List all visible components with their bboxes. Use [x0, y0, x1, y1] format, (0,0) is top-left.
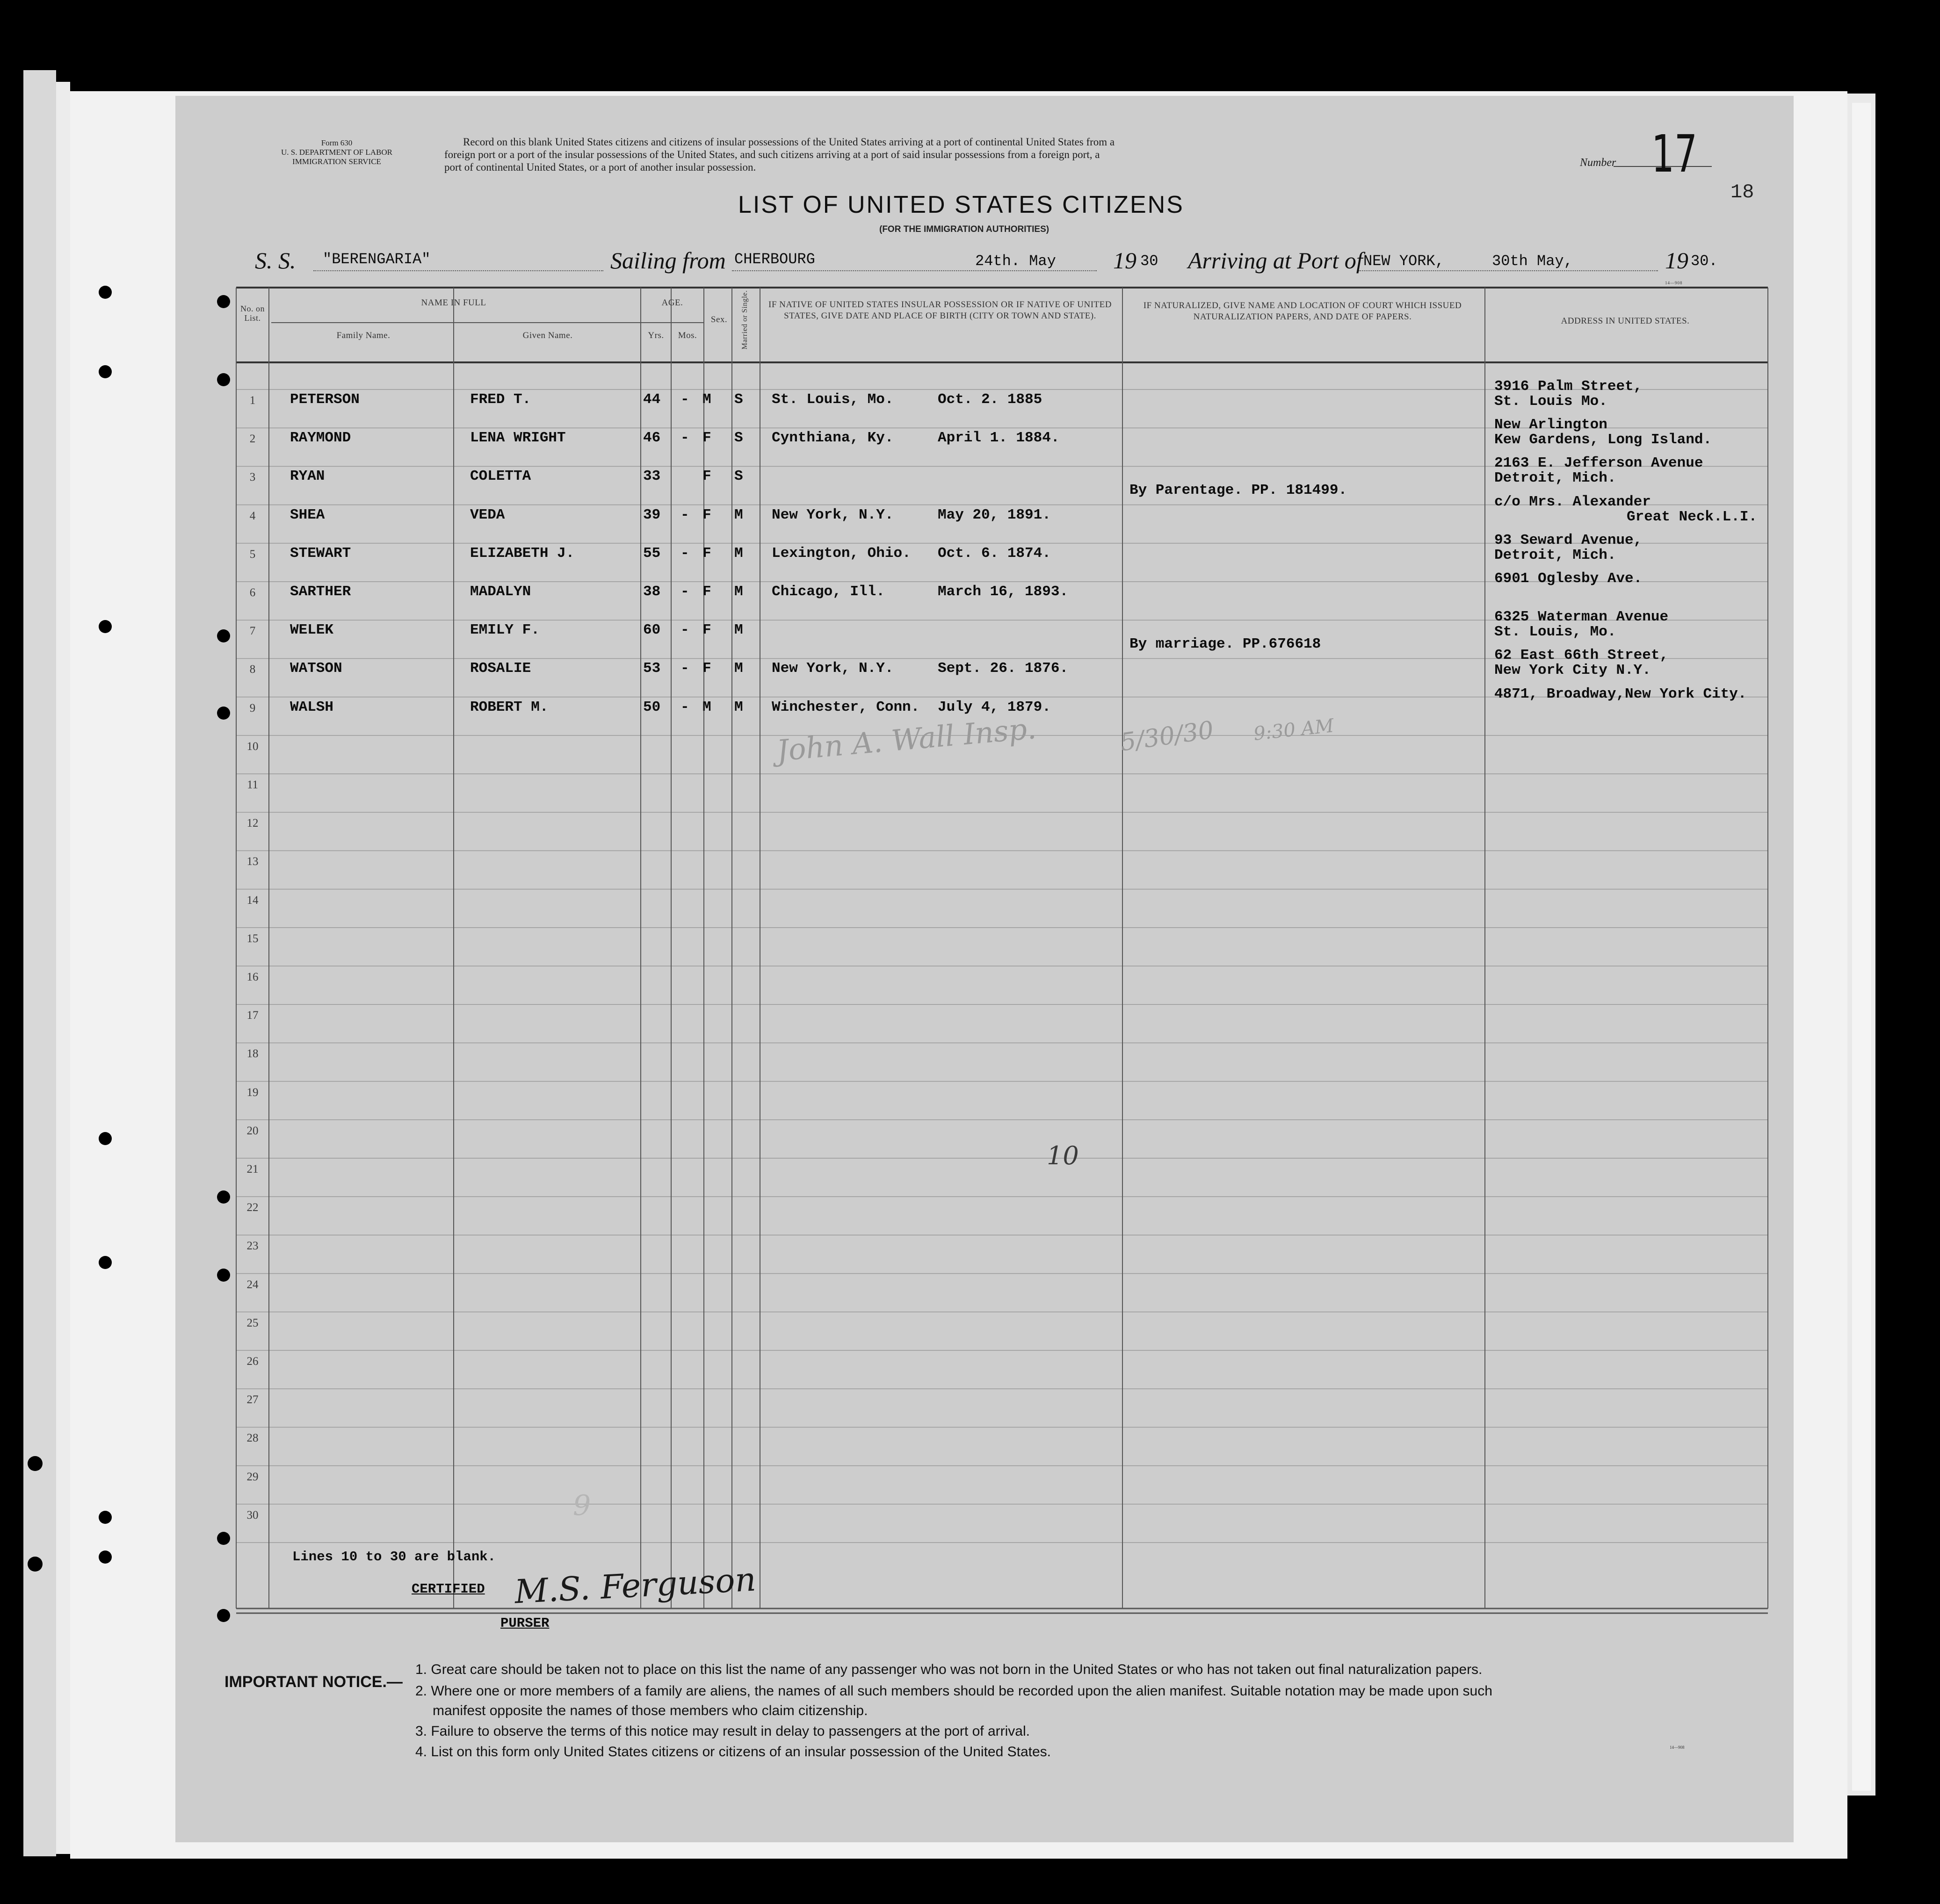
- given-name: VEDA: [470, 506, 505, 523]
- header-married-single: Married or Single.: [741, 290, 749, 350]
- notice-item-1: 1. Great care should be taken not to place on this list the name of any passenger who was not born in the United States or who has not taken out final naturalization papers.: [415, 1662, 1483, 1677]
- birth-date: Sept. 26. 1876.: [938, 660, 1069, 677]
- address-line-1: 6901 Oglesby Ave.: [1494, 570, 1643, 587]
- birth-date: May 20, 1891.: [938, 506, 1051, 523]
- sailing-date: 24th. May: [975, 252, 1056, 270]
- print-code-top: 14—908: [1665, 281, 1683, 285]
- sex: F: [702, 545, 711, 562]
- line-number: 2: [249, 433, 256, 446]
- address-line-2: Detroit, Mich.: [1494, 470, 1616, 487]
- address-line-2: St. Louis Mo.: [1494, 393, 1607, 410]
- notice-item-2-cont: manifest opposite the names of those members who claim citizenship.: [433, 1703, 868, 1718]
- family-name: STEWART: [290, 545, 351, 562]
- line-number: 30: [246, 1508, 259, 1522]
- marital-status: M: [734, 699, 743, 715]
- line-number: 5: [249, 548, 256, 561]
- birth-place: New York, N.Y.: [772, 506, 894, 523]
- age-years: 38: [643, 584, 661, 600]
- line-number: 26: [246, 1355, 259, 1368]
- number-label: Number: [1580, 157, 1616, 169]
- address-line-1: 4871, Broadway,New York City.: [1494, 685, 1747, 702]
- address-line-1: New Arlington: [1494, 417, 1607, 433]
- address-line-1: 93 Seward Avenue,: [1494, 532, 1643, 548]
- marital-status: M: [734, 584, 743, 600]
- birth-place: Cynthiana, Ky.: [772, 430, 894, 447]
- line-number: 22: [246, 1201, 259, 1214]
- header-no: No. on List.: [240, 304, 265, 323]
- header-given-name: Given Name.: [522, 331, 573, 340]
- given-name: MADALYN: [470, 584, 531, 600]
- marital-status: S: [734, 391, 743, 408]
- margin-mark: 9: [573, 1489, 591, 1522]
- inspector-signature: John A. Wall Insp.: [775, 711, 1038, 768]
- header-name-in-full: NAME IN FULL: [421, 298, 486, 308]
- family-name: WALSH: [290, 699, 334, 715]
- blank-lines-note: Lines 10 to 30 are blank.: [292, 1549, 496, 1565]
- address-line-1: 2163 E. Jefferson Avenue: [1494, 455, 1703, 472]
- purser-label: PURSER: [500, 1616, 550, 1631]
- line-number: 12: [246, 817, 259, 830]
- arriving-label: Arriving at Port of: [1188, 247, 1363, 274]
- birth-place: St. Louis, Mo.: [772, 391, 894, 408]
- number-value: 17: [1651, 124, 1697, 184]
- line-number: 19: [246, 1086, 259, 1099]
- age-months: -: [680, 584, 689, 600]
- instruction-line: foreign port or a port of the insular possessions of the United States, and such citizens arriving at a port of said insular possessions from a foreign port, a: [444, 149, 1100, 160]
- sailing-label: Sailing from: [610, 247, 726, 274]
- address-line-2: Kew Gardens, Long Island.: [1494, 432, 1712, 448]
- family-name: RAYMOND: [290, 430, 351, 447]
- page-subtitle: (FOR THE IMMIGRATION AUTHORITIES): [879, 224, 1050, 234]
- age-years: 55: [643, 545, 661, 562]
- instructions: [444, 136, 1520, 173]
- given-name: COLETTA: [470, 468, 531, 485]
- naturalization: By marriage. PP.676618: [1129, 636, 1321, 653]
- age-months: -: [680, 622, 689, 639]
- notice-heading: IMPORTANT NOTICE.—: [224, 1673, 403, 1691]
- line-number: 1: [249, 394, 256, 407]
- arrival-date: 30th May,: [1492, 252, 1573, 270]
- header-yrs: Yrs.: [648, 331, 664, 340]
- line-number: 29: [246, 1470, 259, 1483]
- header-address: ADDRESS IN UNITED STATES.: [1561, 316, 1690, 326]
- given-name: ROBERT M.: [470, 699, 549, 715]
- family-name: PETERSON: [290, 391, 360, 408]
- certified-label: CERTIFIED: [412, 1581, 485, 1597]
- given-name: ELIZABETH J.: [470, 545, 575, 562]
- sex: M: [702, 699, 711, 715]
- tally-mark: 10: [1047, 1141, 1079, 1170]
- sex: F: [702, 622, 711, 639]
- line-number: 15: [246, 932, 259, 945]
- address-line-1: 3916 Palm Street,: [1494, 378, 1643, 395]
- given-name: ROSALIE: [470, 660, 531, 677]
- sex: F: [702, 506, 711, 523]
- birth-date: Oct. 6. 1874.: [938, 545, 1051, 562]
- birth-date: July 4, 1879.: [938, 699, 1051, 715]
- family-name: SARTHER: [290, 584, 351, 600]
- header-birth: IF NATIVE OF UNITED STATES INSULAR POSSESSION OR IF NATIVE OF UNITED STATES, GIVE DATE AND PLACE OF BIRTH (CITY OR TOWN AND STATE).: [768, 300, 1112, 321]
- arrival-year-prefix: 19: [1665, 247, 1688, 274]
- naturalization: By Parentage. PP. 181499.: [1129, 482, 1347, 499]
- sailing-year-prefix: 19: [1113, 247, 1136, 274]
- print-code-bottom: 14—908: [1670, 1745, 1685, 1750]
- sex: F: [702, 584, 711, 600]
- birth-place: Lexington, Ohio.: [772, 545, 911, 562]
- sex: F: [702, 430, 711, 447]
- notice-item-3: 3. Failure to observe the terms of this notice may result in delay to passengers at the port of arrival.: [415, 1724, 1030, 1739]
- line-number: 28: [246, 1432, 259, 1445]
- header-age: AGE.: [661, 298, 683, 308]
- sex: F: [702, 468, 711, 485]
- form-identifier: [278, 138, 395, 166]
- birth-place: Chicago, Ill.: [772, 584, 885, 600]
- address-line-1: 6325 Waterman Avenue: [1494, 609, 1669, 626]
- line-number: 3: [249, 471, 256, 484]
- age-years: 60: [643, 622, 661, 639]
- arrival-port: NEW YORK,: [1363, 252, 1444, 270]
- ship-name: "BERENGARIA": [323, 251, 431, 268]
- sailing-year: 30: [1140, 252, 1158, 270]
- age-years: 39: [643, 506, 661, 523]
- line-number: 13: [246, 855, 259, 868]
- address-line-2: New York City N.Y.: [1494, 662, 1651, 679]
- page-title: LIST OF UNITED STATES CITIZENS: [738, 191, 1184, 218]
- line-number: 8: [249, 663, 256, 676]
- line-number: 10: [246, 740, 259, 753]
- marital-status: M: [734, 660, 743, 677]
- marital-status: M: [734, 622, 743, 639]
- age-years: 33: [643, 468, 661, 485]
- age-months: -: [680, 391, 689, 408]
- line-number: 14: [246, 894, 259, 907]
- sex: F: [702, 660, 711, 677]
- age-years: 44: [643, 391, 661, 408]
- ss-label: S. S.: [255, 247, 296, 274]
- line-number: 18: [246, 1047, 259, 1060]
- page-number: 18: [1730, 181, 1754, 203]
- age-months: -: [680, 506, 689, 523]
- service-name: IMMIGRATION SERVICE: [292, 157, 381, 166]
- line-number: 21: [246, 1163, 259, 1176]
- address-line-1: c/o Mrs. Alexander: [1494, 493, 1651, 510]
- form-number: Form 630: [321, 138, 353, 147]
- age-months: -: [680, 660, 689, 677]
- marital-status: S: [734, 430, 743, 447]
- given-name: FRED T.: [470, 391, 531, 408]
- arrival-underline: [1359, 270, 1658, 271]
- birth-place: Winchester, Conn.: [772, 699, 920, 715]
- age-years: 53: [643, 660, 661, 677]
- line-number: 23: [246, 1240, 259, 1253]
- header-sex: Sex.: [710, 315, 728, 325]
- line-number: 24: [246, 1278, 259, 1291]
- inspection-date: 5/30/30: [1118, 716, 1216, 757]
- age-months: -: [680, 699, 689, 715]
- purser-signature: M.S. Ferguson: [514, 1560, 757, 1611]
- address-line-2: Great Neck.L.I.: [1627, 508, 1758, 525]
- sex: M: [702, 391, 711, 408]
- birth-place: New York, N.Y.: [772, 660, 894, 677]
- age-months: -: [680, 545, 689, 562]
- instruction-line: Record on this blank United States citizens and citizens of insular possessions of the United States arriving at a port of continental United States from a: [463, 136, 1115, 148]
- line-number: 6: [249, 586, 256, 599]
- inspection-time: 9:30 AM: [1252, 715, 1335, 745]
- line-number: 25: [246, 1316, 259, 1329]
- notice-item-4: 4. List on this form only United States citizens or citizens of an insular possession of the United States.: [415, 1744, 1051, 1760]
- marital-status: M: [734, 506, 743, 523]
- line-number: 9: [249, 701, 256, 714]
- birth-date: March 16, 1893.: [938, 584, 1069, 600]
- line-number: 20: [246, 1124, 259, 1137]
- given-name: LENA WRIGHT: [470, 430, 566, 447]
- family-name: RYAN: [290, 468, 325, 485]
- birth-date: April 1. 1884.: [938, 430, 1060, 447]
- line-number: 17: [246, 1009, 259, 1022]
- department-name: U. S. DEPARTMENT OF LABOR: [281, 148, 392, 157]
- arrival-year: 30.: [1691, 252, 1718, 270]
- age-years: 46: [643, 430, 661, 447]
- header-family-name: Family Name.: [336, 331, 391, 340]
- line-number: 11: [246, 779, 259, 791]
- instruction-line: port of continental United States, or a port of another insular possession.: [444, 161, 756, 173]
- address-line-2: Detroit, Mich.: [1494, 547, 1616, 563]
- address-line-1: 62 East 66th Street,: [1494, 647, 1669, 664]
- family-name: SHEA: [290, 506, 325, 523]
- header-naturalized: IF NATURALIZED, GIVE NAME AND LOCATION OF COURT WHICH ISSUED NATURALIZATION PAPERS, AND DATE OF PAPERS.: [1143, 301, 1462, 322]
- line-number: 4: [249, 509, 256, 522]
- header-mos: Mos.: [678, 331, 697, 340]
- age-years: 50: [643, 699, 661, 715]
- marital-status: M: [734, 545, 743, 562]
- family-name: WELEK: [290, 622, 334, 639]
- address-line-2: St. Louis, Mo.: [1494, 624, 1616, 641]
- line-number: 16: [246, 971, 259, 983]
- given-name: EMILY F.: [470, 622, 540, 639]
- sailing-port: CHERBOURG: [734, 251, 815, 268]
- line-number: 27: [246, 1393, 259, 1406]
- family-name: WATSON: [290, 660, 342, 677]
- notice-item-2: 2. Where one or more members of a family are aliens, the names of all such members should be recorded upon the alien manifest. Suitable notation may be made upon such: [415, 1683, 1492, 1699]
- ship-underline: [313, 270, 603, 271]
- line-number: 7: [249, 625, 256, 638]
- birth-date: Oct. 2. 1885: [938, 391, 1042, 408]
- marital-status: S: [734, 468, 743, 485]
- age-months: -: [680, 430, 689, 447]
- sailing-underline: [732, 270, 1097, 271]
